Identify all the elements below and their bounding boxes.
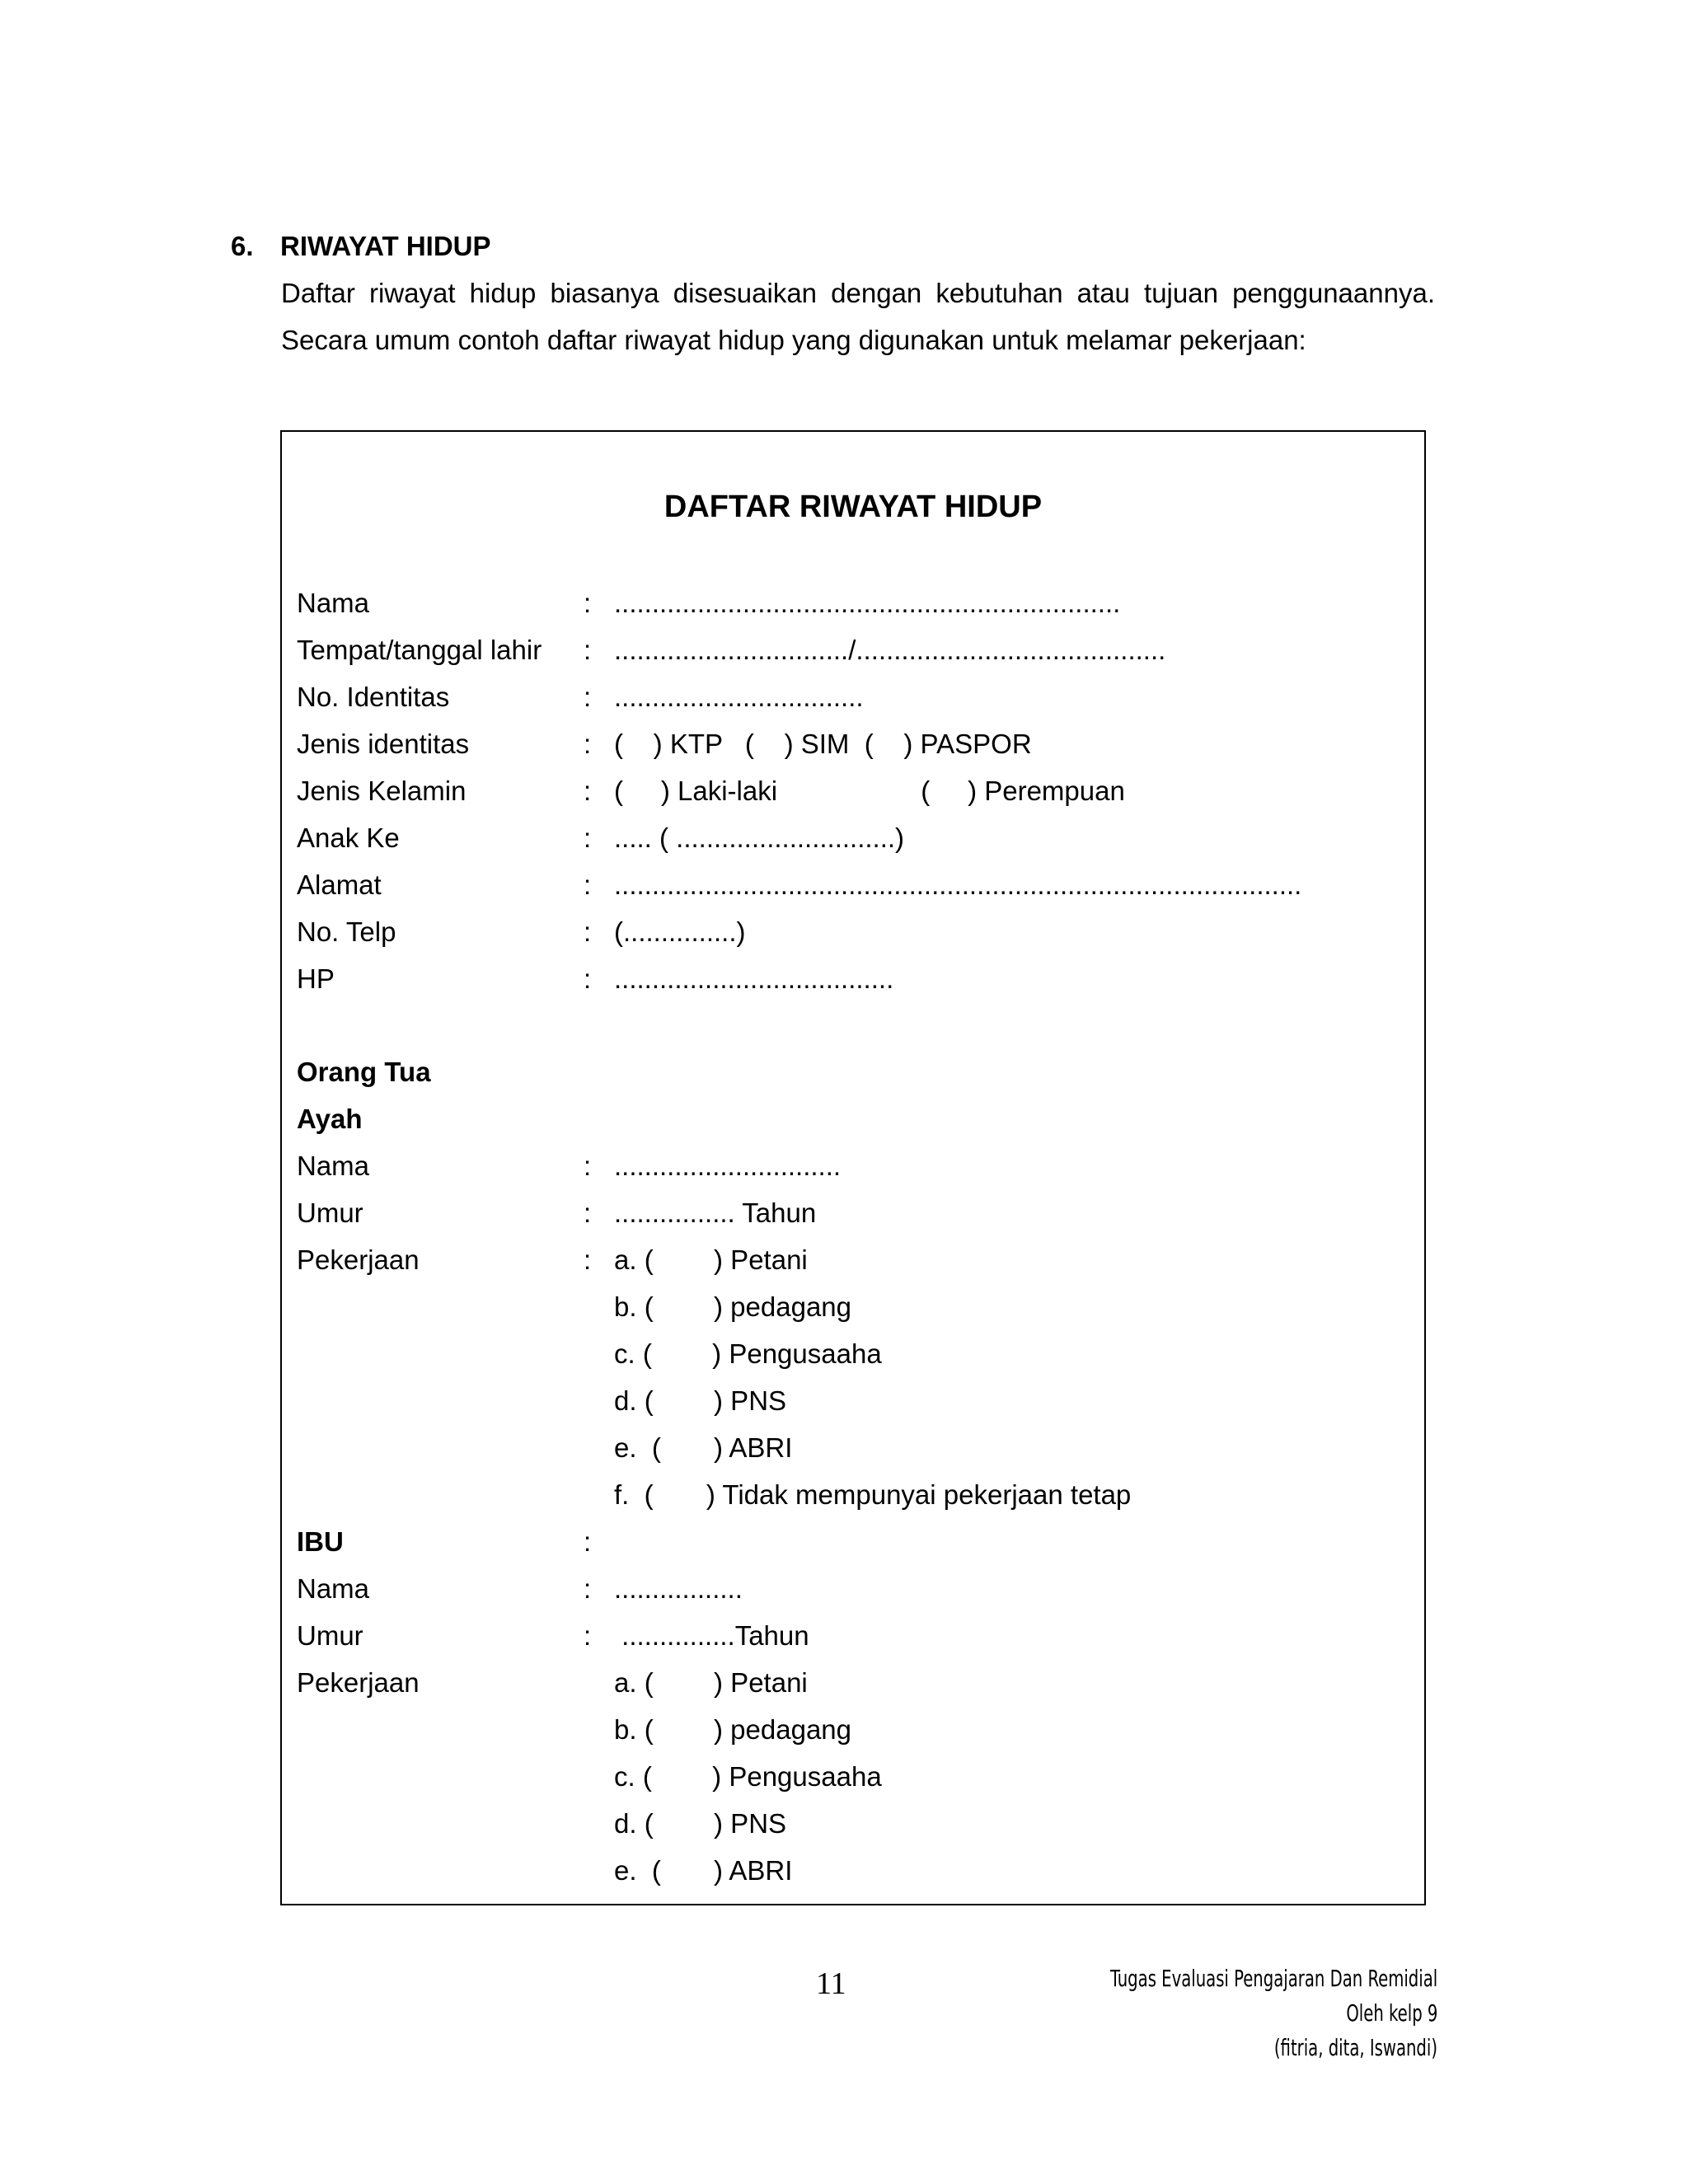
form-label: Pekerjaan (297, 1667, 420, 1698)
form-value: b. ( ) pedagang (614, 1291, 852, 1322)
form-label: Nama (297, 588, 370, 618)
form-value: ...............Tahun (614, 1620, 809, 1651)
intro-paragraph-line-2: Secara umum contoh daftar riwayat hidup yang digunakan untuk melamar pekerjaan: (281, 325, 1306, 355)
form-label: Alamat (297, 869, 382, 900)
page-number: 11 (816, 1966, 846, 2001)
section-number: 6. (231, 231, 254, 261)
form-value: ................................. (614, 682, 864, 712)
form-label: Nama (297, 1151, 370, 1181)
form-colon: : (584, 963, 592, 994)
form-value: ..... ( .............................) (614, 823, 905, 853)
form-value: e. ( ) ABRI (614, 1855, 793, 1886)
section-title: RIWAYAT HIDUP (280, 231, 491, 261)
footer-line-1: Tugas Evaluasi Pengajaran Dan Remidial (1109, 1965, 1437, 1992)
section-heading (231, 231, 491, 262)
form-colon: : (584, 916, 592, 947)
form-colon: : (584, 869, 592, 900)
form-value: d. ( ) PNS (614, 1385, 787, 1416)
form-colon: : (584, 1573, 592, 1604)
form-colon: : (584, 729, 592, 759)
form-colon: : (584, 635, 592, 665)
form-label: Anak Ke (297, 823, 400, 853)
form-colon: : (584, 1151, 592, 1181)
form-colon: : (584, 823, 592, 853)
cv-form-box (280, 430, 1426, 1905)
form-colon: : (584, 776, 592, 806)
form-label: HP (297, 963, 335, 994)
intro-paragraph-line-1: Daftar riwayat hidup biasanya disesuaikan dengan kebutuhan atau tujuan penggunaannya. (281, 278, 1435, 308)
form-value: ( ) KTP ( ) SIM ( ) PASPOR (614, 729, 1032, 759)
form-value: c. ( ) Pengusaaha (614, 1338, 882, 1369)
form-colon: : (584, 1526, 592, 1557)
form-label: Jenis identitas (297, 729, 470, 759)
form-value: a. ( ) Petani (614, 1667, 808, 1698)
form-value: ................................................................... (614, 588, 1121, 618)
section-label: IBU (297, 1526, 344, 1557)
form-label: Umur (297, 1620, 363, 1651)
form-colon: : (584, 1244, 592, 1275)
form-value: e. ( ) ABRI (614, 1432, 793, 1463)
form-value: .............................. (614, 1151, 842, 1181)
form-value: .............................../......................................... (614, 635, 1166, 665)
form-label: Umur (297, 1197, 363, 1228)
form-colon: : (584, 588, 592, 618)
form-colon: : (584, 1197, 592, 1228)
form-label: No. Telp (297, 916, 396, 947)
form-colon: : (584, 682, 592, 712)
form-value: c. ( ) Pengusaaha (614, 1761, 882, 1792)
form-title: DAFTAR RIWAYAT HIDUP (663, 490, 1043, 524)
form-label: Pekerjaan (297, 1244, 420, 1275)
form-value: (...............) (614, 916, 746, 947)
form-value: ................. (614, 1573, 743, 1604)
section-label: Ayah (297, 1104, 363, 1134)
form-value: f. ( ) Tidak mempunyai pekerjaan tetap (614, 1479, 1132, 1510)
form-label: Jenis Kelamin (297, 776, 467, 806)
form-value: ( ) Laki-laki ( ) Perempuan (614, 776, 1125, 806)
form-label: No. Identitas (297, 682, 450, 712)
footer-line-2: Oleh kelp 9 (1345, 1999, 1437, 2027)
form-value: ................ Tahun (614, 1197, 817, 1228)
section-label: Orang Tua (297, 1057, 431, 1087)
form-value: ........................................................................................... (614, 869, 1302, 900)
form-value: d. ( ) PNS (614, 1808, 787, 1839)
form-value: ..................................... (614, 963, 894, 994)
form-label: Nama (297, 1573, 370, 1604)
form-colon: : (584, 1620, 592, 1651)
footer-line-3: (fitria, dita, Iswandi) (1273, 2034, 1437, 2061)
form-label: Tempat/tanggal lahir (297, 635, 542, 665)
form-value: a. ( ) Petani (614, 1244, 808, 1275)
form-value: b. ( ) pedagang (614, 1714, 852, 1745)
